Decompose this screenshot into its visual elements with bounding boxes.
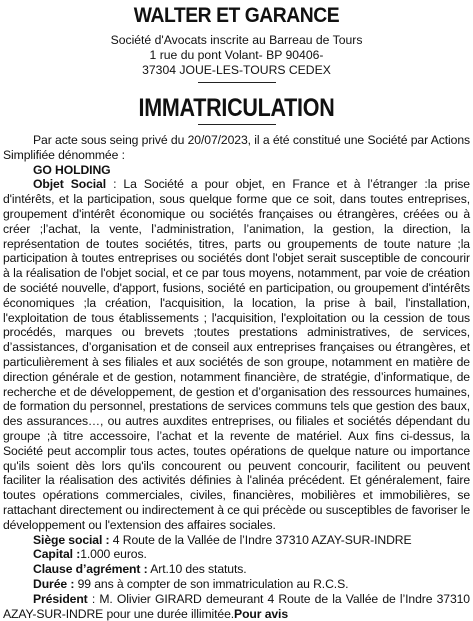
company-name: GO HOLDING — [33, 162, 111, 177]
clause-agrement-line — [3, 562, 470, 577]
clause-agrement-value: Art.10 des statuts. — [147, 562, 247, 577]
duree-value: 99 ans à compter de son immatriculation au R.C.S. — [74, 576, 349, 591]
firm-name: WALTER ET GARANCE — [133, 4, 340, 27]
capital-value: 1.000 euros. — [80, 547, 147, 562]
closing-text: Pour avis — [234, 606, 289, 621]
address-line-2: 1 rue du pont Volant- BP 90406- — [149, 48, 324, 62]
president-label: Président — [33, 591, 88, 606]
objet-social-label: Objet Social — [33, 177, 107, 192]
address-line-3: 37304 JOUE-LES-TOURS CEDEX — [142, 63, 331, 77]
siege-social-value: 4 Route de la Vallée de l’Indre 37310 AZAY-SUR-INDRE — [109, 532, 412, 547]
clause-agrement-label: Clause d’agrément : — [33, 562, 148, 577]
president-line — [3, 592, 470, 621]
duree-label: Durée : — [33, 576, 75, 591]
president-value: : M. Olivier GIRARD demeurant 4 Route de la Vallée de l’Indre 37310 AZAY-SUR-INDRE pour une durée illimitée. — [3, 591, 470, 621]
objet-social-text: : La Société a pour objet, en France et à l’étranger :la prise d'intérêts, et la participation, sous quelque forme que ce soit, dans toutes entreprises, groupement d'intérêt économique ou sociétés françaises ou étrangères, créées ou à créer ;l’achat, la vente, l’administration, l’animation, la gestion, la direction, la représentation de toutes sociétés, titres, parts ou groupements de toute nature ;la participation à toutes entreprises ou sociétés dont l'objet serait susceptible de concourir à la réalisation de l'objet social, et ce par tous moyens, notamment, par voie de création de société nouvelle, d'apport, fusions, société en participation, ou groupement d'intérêts économiques ;la création, l'acquisition, la location, la prise à bail, l'installation, l'exploitation de tous établissements ; l'acquisition, l'exploitation ou la cession de tous procédés, marques ou brevets ;toutes prestations administratives, de services, d’assistances, d’organisation et de conseil aux entreprises françaises ou étrangères, et particulièrement à ses filiales et aux sociétés de son groupe, notamment en matière de direction générale et de gestion, notamment financière, de stratégie, d’informatique, de recherche et de développement, de gestion et d’organisation des ressources humaines, de formation du personnel, prestations de services communs tels que gestion des baux, des assurances…, ou autres auxdites entreprises, ou filiales et sociétés dépendant du groupe ;à titre accessoire, l’achat et la revente de matériel. Aux fins ci-dessus, la Société peut accomplir tous actes, toutes opérations de quelque nature ou importance qu'ils soient dès lors qu'ils concourent ou peuvent concourir, facilitent ou peuvent faciliter la réalisation des activités définies à l'alinéa précédent. Et généralement, faire toutes opérations commerciales, civiles, financières, mobilières et immobilières, se rattachant directement ou indirectement à ce qui précède ou susceptibles de favoriser le développement ou l'extension des affaires sociales. — [3, 177, 470, 532]
header-divider — [198, 82, 276, 83]
capital-label: Capital : — [33, 547, 81, 562]
siege-social-line — [3, 533, 470, 548]
capital-line — [3, 547, 470, 562]
address-line-1: Société d'Avocats inscrite au Barreau de Tours — [110, 33, 363, 47]
notice-title: IMMATRICULATION — [138, 94, 335, 122]
notice-body — [3, 133, 470, 621]
title-divider — [198, 124, 276, 125]
duree-line — [3, 577, 470, 592]
objet-social-paragraph — [3, 177, 470, 532]
firm-address — [0, 33, 473, 78]
siege-social-label: Siège social : — [33, 532, 110, 547]
intro-paragraph: Par acte sous seing privé du 20/07/2023, il a été constitué une Société par Actions Simplifiée dénommée : — [3, 133, 470, 162]
